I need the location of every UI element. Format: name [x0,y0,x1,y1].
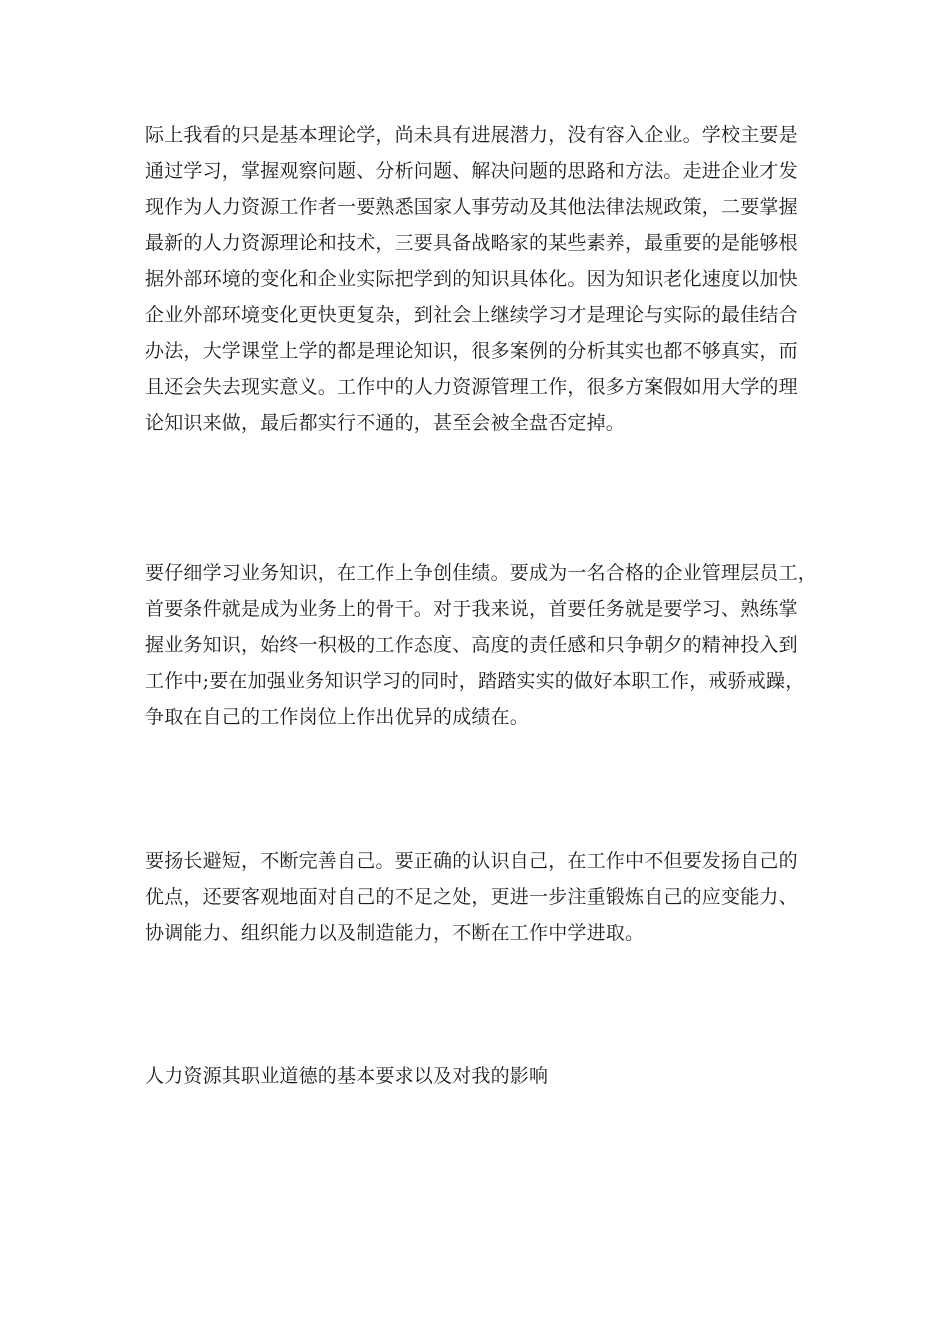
text-line: 据外部环境的变化和企业实际把学到的知识具体化。因为知识老化速度以加快 [145,268,798,290]
text-line: 要扬长避短，不断完善自己。要正确的认识自己，在工作中不但要发扬自己的 [145,850,798,872]
text-line: 协调能力、组织能力以及制造能力，不断在工作中学进取。 [145,922,645,944]
text-line: 首要条件就是成为业务上的骨干。对于我来说，首要任务就是要学习、熟练掌 [145,598,798,620]
paragraph-self-improvement [145,843,825,951]
text-line: 论知识来做，最后都实行不通的，甚至会被全盘否定掉。 [145,412,626,434]
text-line: 现作为人力资源工作者一要熟悉国家人事劳动及其他法律法规政策，二要掌握 [145,196,798,218]
text-line: 办法，大学课堂上学的都是理论知识，很多案例的分析其实也都不够真实，而 [145,340,798,362]
text-line: 握业务知识，始终一积极的工作态度、高度的责任感和只争朝夕的精神投入到 [145,634,798,656]
paragraph-theory-vs-practice [145,117,825,441]
text-line: 最新的人力资源理论和技术，三要具备战略家的某些素养，最重要的是能够根 [145,232,798,254]
text-line: 通过学习，掌握观察问题、分析问题、解决问题的思路和方法。走进企业才发 [145,160,798,182]
text-line: 际上我看的只是基本理论学，尚未具有进展潜力，没有容入企业。学校主要是 [145,124,798,146]
heading-text: 人力资源其职业道德的基本要求以及对我的影响 [145,1065,549,1087]
section-heading [145,1058,825,1094]
text-line: 优点，还要客观地面对自己的不足之处，更进一步注重锻炼自己的应变能力、 [145,886,798,908]
text-line: 争取在自己的工作岗位上作出优异的成绩在。 [145,706,530,728]
text-line: 企业外部环境变化更快更复杂，到社会上继续学习才是理论与实际的最佳结合 [145,304,798,326]
text-line: 工作中;要在加强业务知识学习的同时，踏踏实实的做好本职工作，戒骄戒躁， [145,670,805,692]
paragraph-business-knowledge [145,555,825,735]
text-line: 且还会失去现实意义。工作中的人力资源管理工作，很多方案假如用大学的理 [145,376,798,398]
text-line: 要仔细学习业务知识，在工作上争创佳绩。要成为一名合格的企业管理层员工， [145,562,818,584]
